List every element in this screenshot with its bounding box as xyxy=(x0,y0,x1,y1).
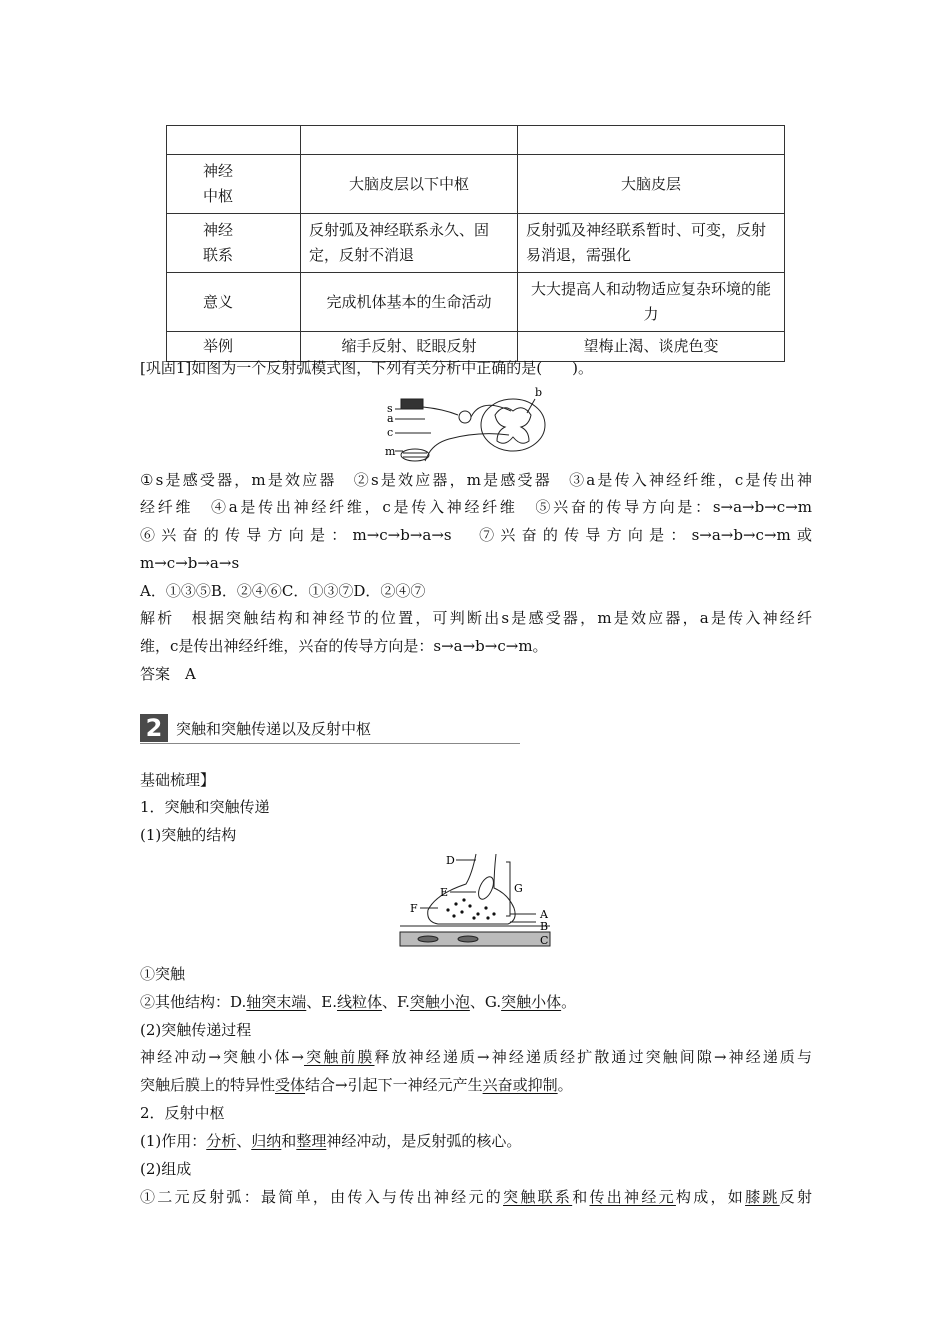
text-span: 、G. xyxy=(469,993,502,1011)
synapse-label-d: D xyxy=(446,854,455,867)
text-span: 神经冲动，是反射弧的核心。 xyxy=(326,1132,522,1150)
section-number: 2 xyxy=(140,714,168,742)
text-span: (1)作用： xyxy=(140,1132,207,1150)
comparison-table xyxy=(166,125,785,362)
text-span: 突触后膜上的特异性 xyxy=(140,1076,276,1094)
synapse-label-g: G xyxy=(514,882,523,895)
answer-blank: 突触前膜 xyxy=(304,1048,375,1066)
answer-blank: 整理 xyxy=(296,1132,327,1150)
label-m: m xyxy=(385,445,396,458)
section-divider xyxy=(140,743,520,744)
text-span: ①二元反射弧：最简单，由传入与传出神经元的 xyxy=(140,1188,504,1206)
heading-synapse: 1．突触和突触传递 xyxy=(140,798,270,816)
options-line: ①s是感受器，m是效应器 ②s是效应器，m是感受器 ③a是传入神经纤维，c是传出神 xyxy=(140,471,812,489)
table-row xyxy=(167,155,785,214)
table-row xyxy=(167,273,785,332)
table-row xyxy=(167,214,785,273)
answer-blank: 分析 xyxy=(206,1132,237,1150)
table-row-label: 神经 联系 xyxy=(167,214,301,273)
basics-heading: 基础梳理】 xyxy=(140,771,216,789)
table-cell: 完成机体基本的生命活动 xyxy=(301,273,518,332)
table-row-label: 举例 xyxy=(167,332,301,362)
text-span: 反射 xyxy=(779,1188,812,1206)
item-synapse: ①突触 xyxy=(140,965,186,983)
options-line: 经纤维 ④a是传出神经纤维，c是传入神经纤维 ⑤兴奋的传导方向是：s→a→b→c→m xyxy=(140,498,812,516)
table-row-label: 神经 中枢 xyxy=(167,155,301,214)
answer-choices: A．①③⑤B．②④⑥C．①③⑦D．②④⑦ xyxy=(140,582,426,600)
synapse-label-b: B xyxy=(540,920,549,933)
answer-blank: 突触小体 xyxy=(501,993,562,1011)
table-cell: 大大提高人和动物适应复杂环境的能力 xyxy=(518,273,785,332)
table-cell: 反射弧及神经联系永久、固定，反射不消退 xyxy=(301,214,518,273)
synapse-label-a: A xyxy=(540,908,548,921)
text-span: 和 xyxy=(281,1132,297,1150)
label-a: a xyxy=(387,412,394,425)
heading-reflex-center: 2．反射中枢 xyxy=(140,1104,225,1122)
answer-blank: 传出神经元 xyxy=(589,1188,676,1206)
process-line xyxy=(140,1075,812,1095)
answer-blank: 归纳 xyxy=(251,1132,282,1150)
process-line xyxy=(140,1047,812,1067)
options-line: ⑥兴奋的传导方向是：m→c→b→a→s ⑦兴奋的传导方向是：s→a→b→c→m或 xyxy=(140,526,812,544)
table-cell: 大脑皮层以下中枢 xyxy=(301,155,518,214)
subheading-structure: (1)突触的结构 xyxy=(140,826,237,844)
section-title: 突触和突触传递以及反射中枢 xyxy=(176,720,372,738)
text-span: 结合→引起下一神经元产生 xyxy=(305,1076,483,1094)
subheading-process: (2)突触传递过程 xyxy=(140,1021,252,1039)
table-cell xyxy=(301,126,518,155)
options-line: m→c→b→a→s xyxy=(140,554,240,572)
answer-blank: 兴奋或抑制 xyxy=(482,1076,558,1094)
table-cell: 望梅止渴、谈虎色变 xyxy=(518,332,785,362)
answer-blank: 突触小泡 xyxy=(409,993,470,1011)
table-cell: 缩手反射、眨眼反射 xyxy=(301,332,518,362)
answer-blank: 受体 xyxy=(275,1076,306,1094)
label-c: c xyxy=(387,426,394,439)
answer-line: 答案 A xyxy=(140,665,196,683)
text-span: ②其他结构：D. xyxy=(140,993,247,1011)
item-other-structures xyxy=(140,992,812,1012)
reflex-arc-line xyxy=(140,1187,812,1207)
text-span: 和 xyxy=(572,1188,590,1206)
reflex-arc-figure xyxy=(385,385,570,473)
synapse-label-f: F xyxy=(410,902,418,915)
subheading-composition: (2)组成 xyxy=(140,1160,192,1178)
analysis-line: 解析 根据突触结构和神经节的位置，可判断出s是感受器，m是效应器，a是传入神经纤 xyxy=(140,609,812,627)
table-row xyxy=(167,126,785,155)
text-span: 神经冲动→突触小体→ xyxy=(140,1048,304,1066)
answer-blank: 突触联系 xyxy=(503,1188,573,1206)
label-b: b xyxy=(535,386,543,399)
table-cell xyxy=(518,126,785,155)
synapse-label-c: C xyxy=(540,934,549,947)
synapse-label-e: E xyxy=(440,886,449,899)
reflex-center-function xyxy=(140,1131,812,1151)
text-span: 。 xyxy=(561,993,577,1011)
answer-blank: 轴突末端 xyxy=(246,993,307,1011)
question-stem: [巩固1]如图为一个反射弧模式图，下列有关分析中正确的是( )。 xyxy=(140,359,593,377)
text-span: 。 xyxy=(557,1076,573,1094)
answer-blank: 线粒体 xyxy=(337,993,383,1011)
text-span: 、F. xyxy=(382,993,410,1011)
text-span: 、 xyxy=(236,1132,252,1150)
table-row-label: 意义 xyxy=(167,273,301,332)
section-heading xyxy=(140,714,520,742)
label-s: s xyxy=(387,402,393,415)
table-row xyxy=(167,332,785,362)
synapse-figure xyxy=(398,852,558,952)
table-cell xyxy=(167,126,301,155)
table-cell: 大脑皮层 xyxy=(518,155,785,214)
analysis-line: 维，c是传出神经纤维，兴奋的传导方向是：s→a→b→c→m。 xyxy=(140,637,548,655)
text-span: 、E. xyxy=(306,993,337,1011)
text-span: 构成，如 xyxy=(675,1188,746,1206)
table-cell: 反射弧及神经联系暂时、可变，反射易消退，需强化 xyxy=(518,214,785,273)
text-span: 释放神经递质→神经递质经扩散通过突触间隙→神经递质与 xyxy=(374,1048,812,1066)
answer-blank: 膝跳 xyxy=(745,1188,780,1206)
